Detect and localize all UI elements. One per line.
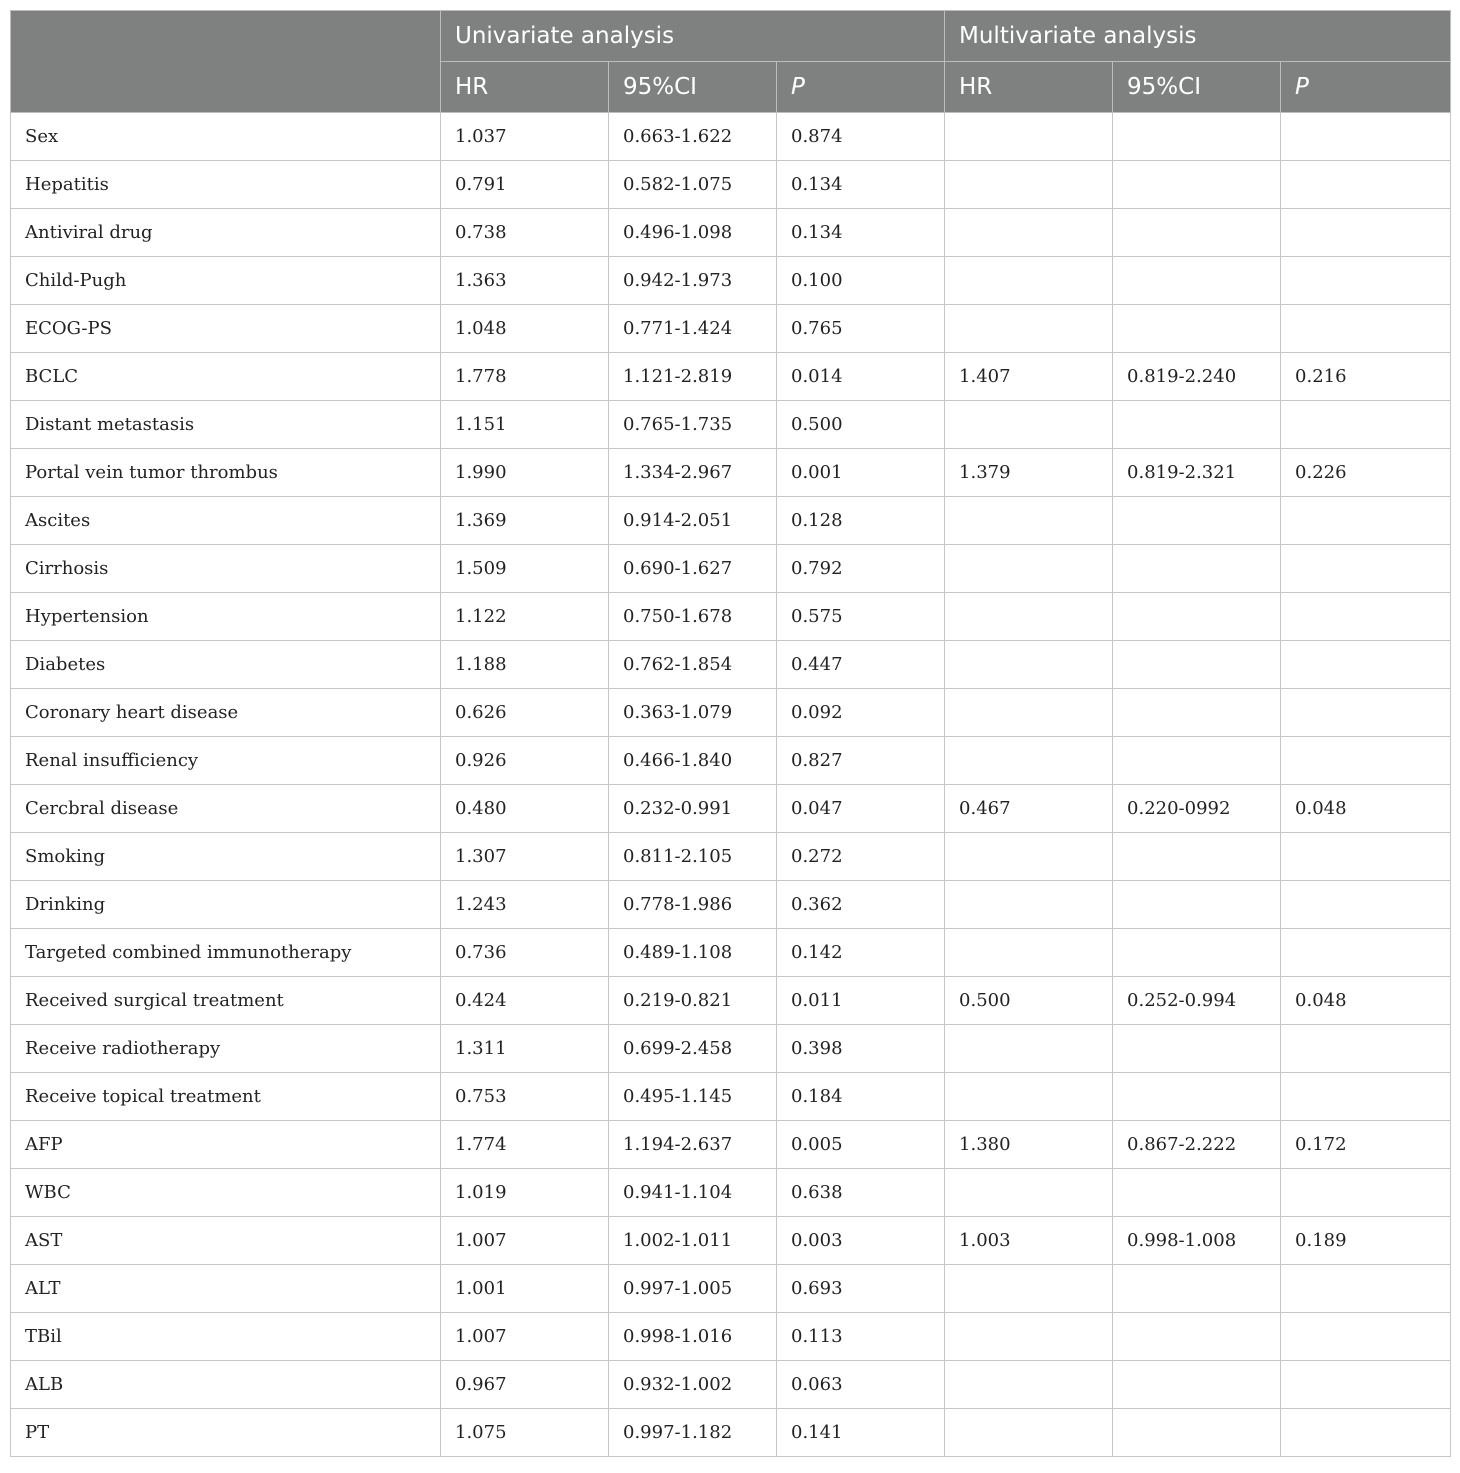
univariate-hr-cell: 1.774: [441, 1121, 609, 1169]
multivariate-hr-cell: [945, 1361, 1113, 1409]
univariate-group-header: Univariate analysis: [441, 11, 945, 62]
table-row: [11, 1217, 1451, 1265]
variable-cell: Received surgical treatment: [11, 977, 441, 1025]
univariate-hr-cell: 0.424: [441, 977, 609, 1025]
variable-cell: Portal vein tumor thrombus: [11, 449, 441, 497]
univariate-ci-cell: 0.232-0.991: [609, 785, 777, 833]
univariate-hr-cell: 1.048: [441, 305, 609, 353]
univariate-p-cell: 0.014: [777, 353, 945, 401]
univariate-hr-cell: 0.967: [441, 1361, 609, 1409]
variable-cell: Hypertension: [11, 593, 441, 641]
table-row: [11, 881, 1451, 929]
table-row: [11, 1361, 1451, 1409]
univariate-hr-cell: 1.151: [441, 401, 609, 449]
univariate-ci-cell: 0.489-1.108: [609, 929, 777, 977]
univariate-p-cell: 0.827: [777, 737, 945, 785]
univariate-ci-cell: 0.219-0.821: [609, 977, 777, 1025]
multivariate-ci-cell: [1113, 1409, 1281, 1457]
univariate-ci-cell: 0.771-1.424: [609, 305, 777, 353]
table-row: [11, 305, 1451, 353]
multivariate-ci-cell: 0.998-1.008: [1113, 1217, 1281, 1265]
univariate-ci-cell: 0.932-1.002: [609, 1361, 777, 1409]
univariate-hr-cell: 1.243: [441, 881, 609, 929]
variable-cell: Distant metastasis: [11, 401, 441, 449]
multivariate-ci-cell: 0.819-2.240: [1113, 353, 1281, 401]
univariate-ci-cell: 0.914-2.051: [609, 497, 777, 545]
table-row: [11, 1265, 1451, 1313]
table-row: [11, 641, 1451, 689]
variable-cell: AST: [11, 1217, 441, 1265]
table-row: [11, 689, 1451, 737]
multivariate-p-cell: [1281, 1361, 1451, 1409]
multivariate-hr-cell: 0.500: [945, 977, 1113, 1025]
univariate-ci-cell: 0.699-2.458: [609, 1025, 777, 1073]
univariate-p-cell: 0.272: [777, 833, 945, 881]
multivariate-ci-cell: [1113, 929, 1281, 977]
univariate-ci-cell: 0.942-1.973: [609, 257, 777, 305]
multivariate-ci-cell: [1113, 1169, 1281, 1217]
variable-cell: TBil: [11, 1313, 441, 1361]
univariate-ci-cell: 0.496-1.098: [609, 209, 777, 257]
multivariate-hr-cell: [945, 305, 1113, 353]
univariate-p-cell: 0.500: [777, 401, 945, 449]
table-row: [11, 593, 1451, 641]
univariate-hr-cell: 1.007: [441, 1217, 609, 1265]
multivariate-hr-cell: [945, 401, 1113, 449]
univariate-hr-cell: 1.363: [441, 257, 609, 305]
variable-cell: Cirrhosis: [11, 545, 441, 593]
table-row: [11, 113, 1451, 161]
univariate-hr-cell: 1.037: [441, 113, 609, 161]
multivariate-p-cell: [1281, 257, 1451, 305]
variable-cell: Receive topical treatment: [11, 1073, 441, 1121]
multivariate-p-cell: [1281, 161, 1451, 209]
multivariate-ci-cell: [1113, 1265, 1281, 1313]
table-row: [11, 257, 1451, 305]
table-row: [11, 929, 1451, 977]
univariate-ci-cell: 0.582-1.075: [609, 161, 777, 209]
variable-cell: WBC: [11, 1169, 441, 1217]
univariate-ci-cell: 0.663-1.622: [609, 113, 777, 161]
univariate-hr-cell: 1.188: [441, 641, 609, 689]
univariate-hr-cell: 1.122: [441, 593, 609, 641]
variable-cell: AFP: [11, 1121, 441, 1169]
univariate-p-cell: 0.092: [777, 689, 945, 737]
multivariate-hr-cell: 1.380: [945, 1121, 1113, 1169]
multivariate-p-cell: 0.048: [1281, 977, 1451, 1025]
univariate-p-cell: 0.575: [777, 593, 945, 641]
multivariate-ci-cell: [1113, 257, 1281, 305]
univariate-p-cell: 0.134: [777, 209, 945, 257]
table-row: [11, 401, 1451, 449]
univariate-p-cell: 0.184: [777, 1073, 945, 1121]
multivariate-hr-cell: [945, 929, 1113, 977]
multivariate-ci-cell: [1113, 209, 1281, 257]
univariate-ci-cell: 1.121-2.819: [609, 353, 777, 401]
multivariate-p-cell: 0.048: [1281, 785, 1451, 833]
univariate-p-cell: 0.142: [777, 929, 945, 977]
variable-cell: PT: [11, 1409, 441, 1457]
variable-cell: Hepatitis: [11, 161, 441, 209]
univariate-p-cell: 0.003: [777, 1217, 945, 1265]
multivariate-ci-cell: [1113, 641, 1281, 689]
multivariate-ci-cell: 0.252-0.994: [1113, 977, 1281, 1025]
multivariate-hr-cell: [945, 113, 1113, 161]
univariate-ci-cell: 0.690-1.627: [609, 545, 777, 593]
univariate-p-cell: 0.047: [777, 785, 945, 833]
variable-cell: BCLC: [11, 353, 441, 401]
variable-cell: Targeted combined immunotherapy: [11, 929, 441, 977]
univariate-p-cell: 0.141: [777, 1409, 945, 1457]
multivariate-hr-cell: 1.407: [945, 353, 1113, 401]
variable-cell: Renal insufficiency: [11, 737, 441, 785]
multivariate-ci-cell: [1113, 593, 1281, 641]
variable-cell: ALT: [11, 1265, 441, 1313]
univariate-p-cell: 0.765: [777, 305, 945, 353]
variable-cell: ALB: [11, 1361, 441, 1409]
multivariate-hr-header: HR: [945, 62, 1113, 113]
univariate-p-cell: 0.128: [777, 497, 945, 545]
univariate-p-cell: 0.113: [777, 1313, 945, 1361]
table-body: [11, 113, 1451, 1457]
variable-cell: Smoking: [11, 833, 441, 881]
univariate-p-cell: 0.134: [777, 161, 945, 209]
table-row: [11, 1409, 1451, 1457]
multivariate-hr-cell: [945, 1169, 1113, 1217]
multivariate-hr-cell: [945, 1025, 1113, 1073]
multivariate-ci-cell: [1113, 1073, 1281, 1121]
univariate-ci-cell: 0.363-1.079: [609, 689, 777, 737]
univariate-p-header: P: [777, 62, 945, 113]
multivariate-p-cell: [1281, 497, 1451, 545]
multivariate-ci-cell: 0.220-0992: [1113, 785, 1281, 833]
variable-cell: Ascites: [11, 497, 441, 545]
multivariate-p-cell: [1281, 833, 1451, 881]
multivariate-ci-cell: [1113, 497, 1281, 545]
multivariate-ci-cell: [1113, 833, 1281, 881]
multivariate-ci-cell: [1113, 737, 1281, 785]
multivariate-hr-cell: [945, 161, 1113, 209]
table-row: [11, 161, 1451, 209]
multivariate-ci-cell: [1113, 401, 1281, 449]
univariate-hr-cell: 1.075: [441, 1409, 609, 1457]
univariate-p-cell: 0.005: [777, 1121, 945, 1169]
multivariate-hr-cell: [945, 545, 1113, 593]
variable-cell: ECOG-PS: [11, 305, 441, 353]
multivariate-hr-cell: [945, 737, 1113, 785]
multivariate-ci-cell: [1113, 113, 1281, 161]
table-row: [11, 1073, 1451, 1121]
multivariate-p-cell: [1281, 1169, 1451, 1217]
table-header: [11, 11, 1451, 113]
table-row: [11, 209, 1451, 257]
multivariate-p-cell: [1281, 305, 1451, 353]
univariate-p-cell: 0.011: [777, 977, 945, 1025]
univariate-hr-cell: 1.001: [441, 1265, 609, 1313]
univariate-ci-cell: 1.194-2.637: [609, 1121, 777, 1169]
multivariate-p-cell: [1281, 641, 1451, 689]
multivariate-hr-cell: [945, 209, 1113, 257]
multivariate-p-cell: 0.189: [1281, 1217, 1451, 1265]
univariate-p-cell: 0.792: [777, 545, 945, 593]
multivariate-p-cell: [1281, 545, 1451, 593]
multivariate-hr-cell: [945, 833, 1113, 881]
multivariate-hr-cell: [945, 1073, 1113, 1121]
multivariate-p-cell: 0.172: [1281, 1121, 1451, 1169]
regression-table-container: [10, 10, 1450, 1457]
univariate-hr-cell: 1.778: [441, 353, 609, 401]
multivariate-ci-cell: [1113, 881, 1281, 929]
univariate-ci-cell: 0.765-1.735: [609, 401, 777, 449]
univariate-p-cell: 0.638: [777, 1169, 945, 1217]
multivariate-hr-cell: [945, 257, 1113, 305]
multivariate-p-cell: 0.226: [1281, 449, 1451, 497]
univariate-ci-header: 95%CI: [609, 62, 777, 113]
univariate-ci-cell: 0.941-1.104: [609, 1169, 777, 1217]
variable-column-header: [11, 11, 441, 113]
univariate-hr-cell: 1.369: [441, 497, 609, 545]
multivariate-group-header: Multivariate analysis: [945, 11, 1451, 62]
multivariate-p-cell: [1281, 1073, 1451, 1121]
multivariate-hr-cell: [945, 497, 1113, 545]
univariate-ci-cell: 1.334-2.967: [609, 449, 777, 497]
univariate-ci-cell: 0.750-1.678: [609, 593, 777, 641]
univariate-hr-cell: 0.736: [441, 929, 609, 977]
table-row: [11, 497, 1451, 545]
univariate-p-cell: 0.001: [777, 449, 945, 497]
multivariate-p-cell: 0.216: [1281, 353, 1451, 401]
multivariate-p-cell: [1281, 401, 1451, 449]
univariate-p-cell: 0.063: [777, 1361, 945, 1409]
table-row: [11, 353, 1451, 401]
univariate-ci-cell: 0.997-1.182: [609, 1409, 777, 1457]
univariate-p-cell: 0.362: [777, 881, 945, 929]
univariate-hr-cell: 0.791: [441, 161, 609, 209]
multivariate-ci-header: 95%CI: [1113, 62, 1281, 113]
variable-cell: Drinking: [11, 881, 441, 929]
univariate-p-cell: 0.874: [777, 113, 945, 161]
univariate-p-cell: 0.693: [777, 1265, 945, 1313]
multivariate-p-cell: [1281, 1313, 1451, 1361]
multivariate-hr-cell: 1.003: [945, 1217, 1113, 1265]
multivariate-p-cell: [1281, 1409, 1451, 1457]
univariate-ci-cell: 0.811-2.105: [609, 833, 777, 881]
table-row: [11, 833, 1451, 881]
univariate-hr-header: HR: [441, 62, 609, 113]
univariate-hr-cell: 0.738: [441, 209, 609, 257]
multivariate-ci-cell: [1113, 1361, 1281, 1409]
univariate-p-cell: 0.398: [777, 1025, 945, 1073]
variable-cell: Child-Pugh: [11, 257, 441, 305]
univariate-hr-cell: 0.926: [441, 737, 609, 785]
table-row: [11, 1313, 1451, 1361]
multivariate-hr-cell: [945, 593, 1113, 641]
variable-cell: Antiviral drug: [11, 209, 441, 257]
univariate-ci-cell: 0.495-1.145: [609, 1073, 777, 1121]
variable-cell: Coronary heart disease: [11, 689, 441, 737]
multivariate-hr-cell: [945, 1265, 1113, 1313]
multivariate-hr-cell: 1.379: [945, 449, 1113, 497]
univariate-hr-cell: 0.480: [441, 785, 609, 833]
table-row: [11, 785, 1451, 833]
multivariate-p-cell: [1281, 737, 1451, 785]
univariate-ci-cell: 1.002-1.011: [609, 1217, 777, 1265]
univariate-ci-cell: 0.778-1.986: [609, 881, 777, 929]
univariate-hr-cell: 1.019: [441, 1169, 609, 1217]
multivariate-p-cell: [1281, 929, 1451, 977]
univariate-hr-cell: 1.007: [441, 1313, 609, 1361]
table-row: [11, 1025, 1451, 1073]
multivariate-ci-cell: [1113, 545, 1281, 593]
univariate-hr-cell: 1.307: [441, 833, 609, 881]
univariate-hr-cell: 0.753: [441, 1073, 609, 1121]
table-row: [11, 545, 1451, 593]
univariate-p-cell: 0.100: [777, 257, 945, 305]
multivariate-p-cell: [1281, 1265, 1451, 1313]
multivariate-hr-cell: [945, 1313, 1113, 1361]
cox-regression-table: [10, 10, 1451, 1457]
multivariate-ci-cell: [1113, 1025, 1281, 1073]
multivariate-hr-cell: [945, 881, 1113, 929]
multivariate-p-header: P: [1281, 62, 1451, 113]
table-row: [11, 449, 1451, 497]
univariate-ci-cell: 0.998-1.016: [609, 1313, 777, 1361]
table-row: [11, 1169, 1451, 1217]
multivariate-ci-cell: [1113, 161, 1281, 209]
table-row: [11, 737, 1451, 785]
multivariate-p-cell: [1281, 1025, 1451, 1073]
table-row: [11, 977, 1451, 1025]
multivariate-p-cell: [1281, 113, 1451, 161]
multivariate-ci-cell: [1113, 1313, 1281, 1361]
multivariate-ci-cell: [1113, 305, 1281, 353]
variable-cell: Sex: [11, 113, 441, 161]
multivariate-hr-cell: [945, 1409, 1113, 1457]
univariate-ci-cell: 0.997-1.005: [609, 1265, 777, 1313]
univariate-ci-cell: 0.466-1.840: [609, 737, 777, 785]
univariate-hr-cell: 1.990: [441, 449, 609, 497]
multivariate-p-cell: [1281, 689, 1451, 737]
multivariate-ci-cell: [1113, 689, 1281, 737]
univariate-hr-cell: 1.311: [441, 1025, 609, 1073]
multivariate-p-cell: [1281, 593, 1451, 641]
univariate-ci-cell: 0.762-1.854: [609, 641, 777, 689]
multivariate-hr-cell: 0.467: [945, 785, 1113, 833]
univariate-p-cell: 0.447: [777, 641, 945, 689]
variable-cell: Diabetes: [11, 641, 441, 689]
univariate-hr-cell: 1.509: [441, 545, 609, 593]
variable-cell: Receive radiotherapy: [11, 1025, 441, 1073]
univariate-hr-cell: 0.626: [441, 689, 609, 737]
multivariate-p-cell: [1281, 209, 1451, 257]
multivariate-ci-cell: 0.867-2.222: [1113, 1121, 1281, 1169]
multivariate-hr-cell: [945, 689, 1113, 737]
variable-cell: Cercbral disease: [11, 785, 441, 833]
multivariate-ci-cell: 0.819-2.321: [1113, 449, 1281, 497]
multivariate-p-cell: [1281, 881, 1451, 929]
table-row: [11, 1121, 1451, 1169]
multivariate-hr-cell: [945, 641, 1113, 689]
